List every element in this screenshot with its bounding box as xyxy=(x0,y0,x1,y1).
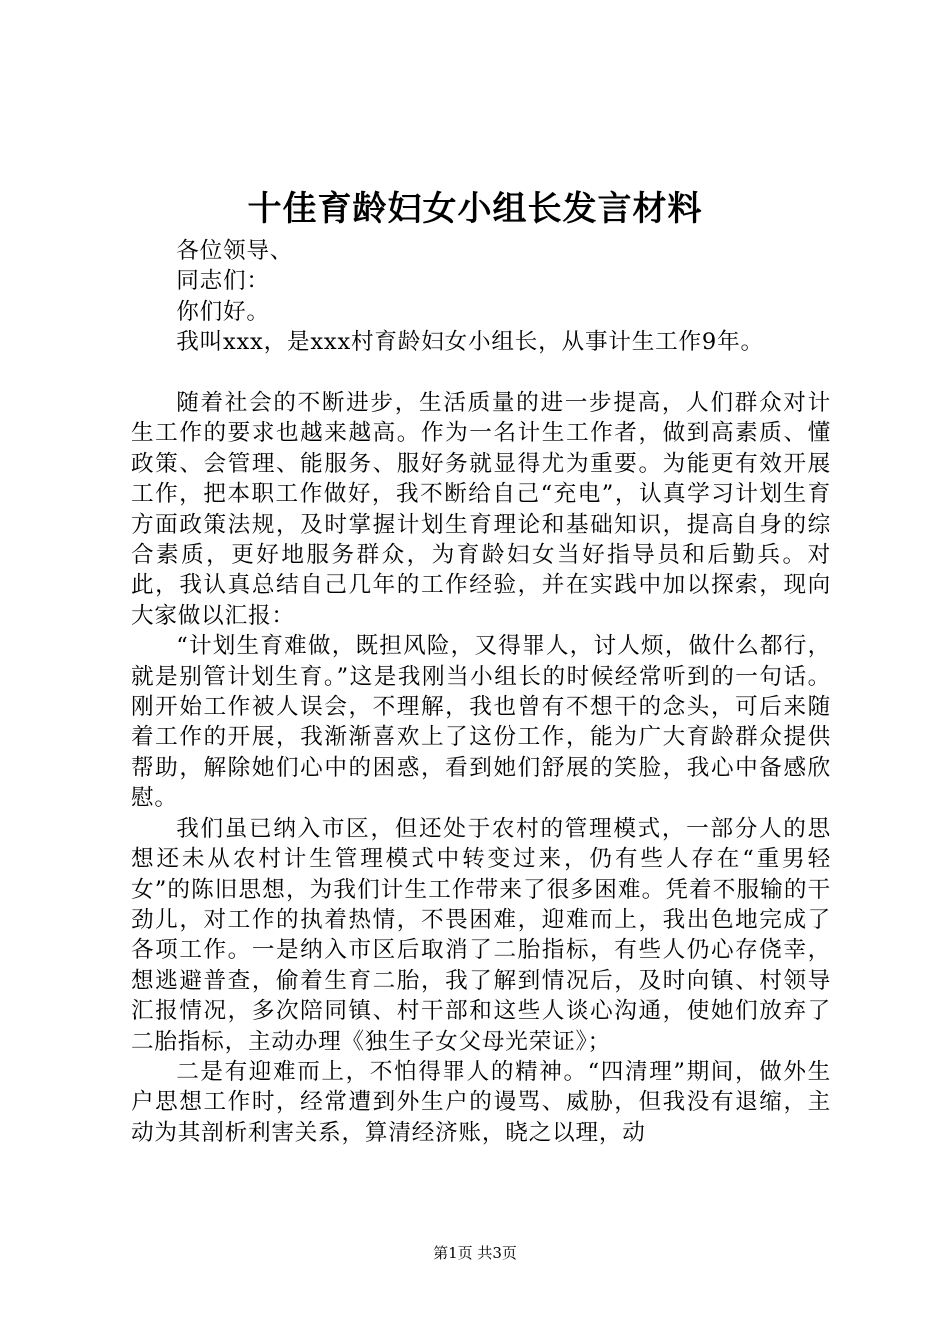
intro-paragraph: 我叫xxx，是xxx村育龄妇女小组长，从事计生工作9年。 xyxy=(176,329,764,356)
blank-line xyxy=(131,358,831,388)
body-paragraph: 随着社会的不断进步，生活质量的进一步提高，人们群众对计生工作的要求也越来越高。作为一名计生工作者，做到高素质、懂政策、会管理、能服务、服好务就显得尤为重要。为能更有效开展工作，把本职工作做好，我不断给自己“充电”，认真学习计划生育方面政策法规，及时掌握计划生育理论和基础知识，提高自身的综合素质，更好地服务群众，为育龄妇女当好指导员和后勤兵。对此，我认真总结自己几年的工作经验，并在实践中加以探索，现向大家做以汇报： xyxy=(131,390,831,629)
body-paragraph: “计划生育难做，既担风险，又得罪人，讨人烦，做什么都行，就是别管计划生育。”这是我刚当小组长的时候经常听到的一句话。刚开始工作被人误会，不理解，我也曾有不想干的念头，可后来随着工作的开展，我渐渐喜欢上了这份工作，能为广大育龄群众提供帮助，解除她们心中的困惑，看到她们舒展的笑脸，我心中备感欣慰。 xyxy=(131,633,831,812)
document-body xyxy=(131,236,831,1148)
document-title: 十佳育龄妇女小组长发言材料 xyxy=(247,189,703,229)
body-paragraph: 二是有迎难而上，不怕得罪人的精神。“四清理”期间，做外生户思想工作时，经常遭到外生户的谩骂、威胁，但我没有退缩，主动为其剖析利害关系，算清经济账，晓之以理，动 xyxy=(131,1058,831,1146)
page-number-footer: 第1页 共3页 xyxy=(433,1244,517,1262)
greeting-line: 同志们： xyxy=(176,268,270,295)
body-paragraph: 我们虽已纳入市区，但还处于农村的管理模式，一部分人的思想还未从农村计生管理模式中转变过来，仍有些人存在“重男轻女”的陈旧思想，为我们计生工作带来了很多困难。凭着不服输的干劲儿，对工作的执着热情，不畏困难，迎难而上，我出色地完成了各项工作。一是纳入市区后取消了二胎指标，有些人仍心存侥幸，想逃避普查，偷着生育二胎，我了解到情况后，及时向镇、村领导汇报情况，多次陪同镇、村干部和这些人谈心沟通，使她们放弃了二胎指标，主动办理《独生子女父母光荣证》； xyxy=(131,815,831,1055)
greeting-line: 各位领导、 xyxy=(176,238,294,264)
greeting-line: 你们好。 xyxy=(176,298,270,325)
